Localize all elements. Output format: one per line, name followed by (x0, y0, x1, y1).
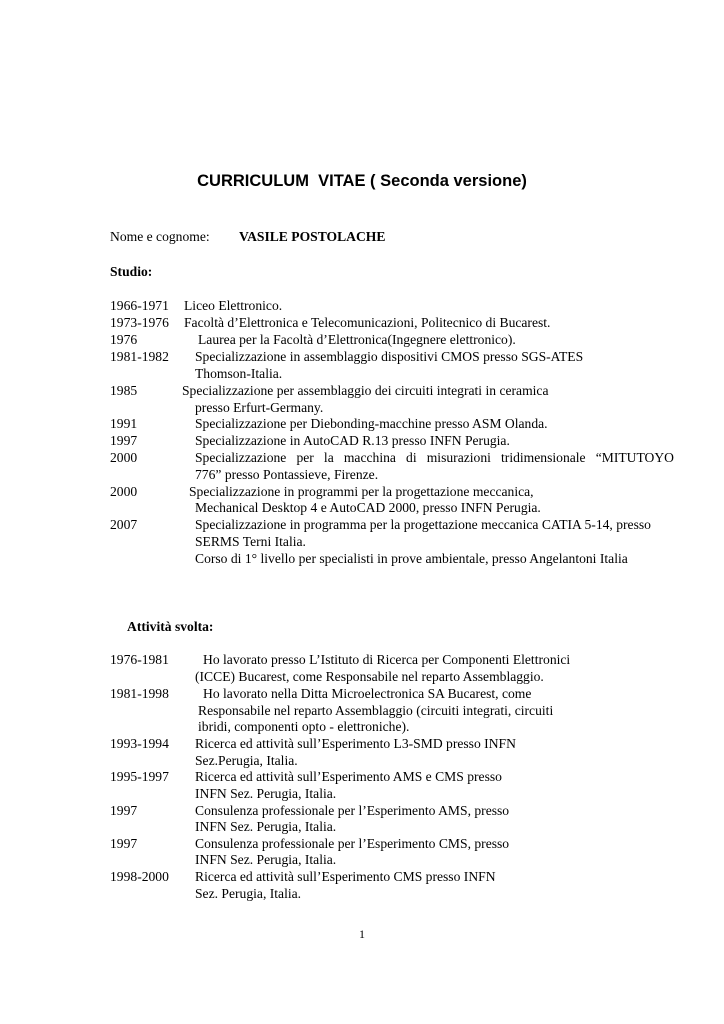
studio-text: Specializzazione per la macchina di misurazioni tridimensionale “MITUTOYO (195, 450, 674, 465)
attivita-text: INFN Sez. Perugia, Italia. (195, 819, 337, 834)
name-value: VASILE POSTOLACHE (239, 229, 386, 244)
studio-year: 2000 (110, 484, 138, 499)
studio-text: Thomson-Italia. (195, 366, 283, 381)
studio-year: 1976 (110, 332, 138, 347)
attivita-text: (ICCE) Bucarest, come Responsabile nel reparto Assemblaggio. (195, 669, 544, 684)
studio-text: Mechanical Desktop 4 e AutoCAD 2000, presso INFN Perugia. (195, 500, 541, 515)
attivita-text: INFN Sez. Perugia, Italia. (195, 786, 337, 801)
studio-text: Specializzazione per assemblaggio dei circuiti integrati in ceramica (182, 383, 549, 398)
attivita-text: Ho lavorato presso L’Istituto di Ricerca per Componenti Elettronici (203, 652, 571, 667)
studio-year: 1966-1971 (110, 298, 169, 313)
attivita-year: 1981-1998 (110, 686, 169, 701)
attivita-text: Ho lavorato nella Ditta Microelectronica SA Bucarest, come (203, 686, 532, 701)
document-title: CURRICULUM VITAE ( Seconda versione) (197, 172, 527, 190)
studio-year: 2000 (110, 450, 138, 465)
attivita-text: Responsabile nel reparto Assemblaggio (circuiti integrati, circuiti (198, 703, 554, 718)
studio-year: 1981-1982 (110, 349, 169, 364)
attivita-text: Consulenza professionale per l’Esperimento CMS, presso (195, 836, 510, 851)
studio-text: Specializzazione in assemblaggio dispositivi CMOS presso SGS-ATES (195, 349, 584, 364)
studio-text: 776” presso Pontassieve, Firenze. (195, 467, 379, 482)
studio-year: 1973-1976 (110, 315, 169, 330)
attivita-text: Ricerca ed attività sull’Esperimento CMS presso INFN (195, 869, 496, 884)
attivita-year: 1993-1994 (110, 736, 169, 751)
attivita-year: 1997 (110, 836, 138, 851)
studio-text: Specializzazione in programma per la progettazione meccanica CATIA 5-14, presso (195, 517, 651, 532)
attivita-text: Sez. Perugia, Italia. (195, 886, 302, 901)
studio-year: 1991 (110, 416, 138, 431)
attivita-text: Sez.Perugia, Italia. (195, 753, 298, 768)
studio-year: 2007 (110, 517, 138, 532)
studio-text: Liceo Elettronico. (184, 298, 283, 313)
attivita-text: ibridi, componenti opto - elettroniche). (198, 719, 410, 734)
studio-text: Facoltà d’Elettronica e Telecomunicazioni, Politecnico di Bucarest. (184, 315, 551, 330)
studio-text: Specializzazione in AutoCAD R.13 presso INFN Perugia. (195, 433, 510, 448)
name-label: Nome e cognome: (110, 229, 210, 244)
attivita-text: Ricerca ed attività sull’Esperimento L3-SMD presso INFN (195, 736, 516, 751)
page-number: 1 (359, 927, 365, 941)
studio-text: presso Erfurt-Germany. (195, 400, 324, 415)
studio-text: Corso di 1° livello per specialisti in prove ambientale, presso Angelantoni Italia (195, 551, 628, 566)
attivita-year: 1998-2000 (110, 869, 169, 884)
attivita-text: INFN Sez. Perugia, Italia. (195, 852, 337, 867)
attivita-year: 1995-1997 (110, 769, 169, 784)
studio-year: 1997 (110, 433, 138, 448)
studio-text: Specializzazione per Diebonding-macchine presso ASM Olanda. (195, 416, 548, 431)
studio-text: SERMS Terni Italia. (195, 534, 306, 549)
attivita-text: Consulenza professionale per l’Esperimento AMS, presso (195, 803, 510, 818)
attivita-text: Ricerca ed attività sull’Esperimento AMS e CMS presso (195, 769, 502, 784)
studio-text: Specializzazione in programmi per la progettazione meccanica, (189, 484, 534, 499)
studio-year: 1985 (110, 383, 138, 398)
attivita-heading: Attività svolta: (127, 619, 214, 634)
attivita-year: 1976-1981 (110, 652, 169, 667)
studio-heading: Studio: (110, 264, 153, 279)
attivita-year: 1997 (110, 803, 138, 818)
studio-text: Laurea per la Facoltà d’Elettronica(Ingegnere elettronico). (198, 332, 516, 347)
